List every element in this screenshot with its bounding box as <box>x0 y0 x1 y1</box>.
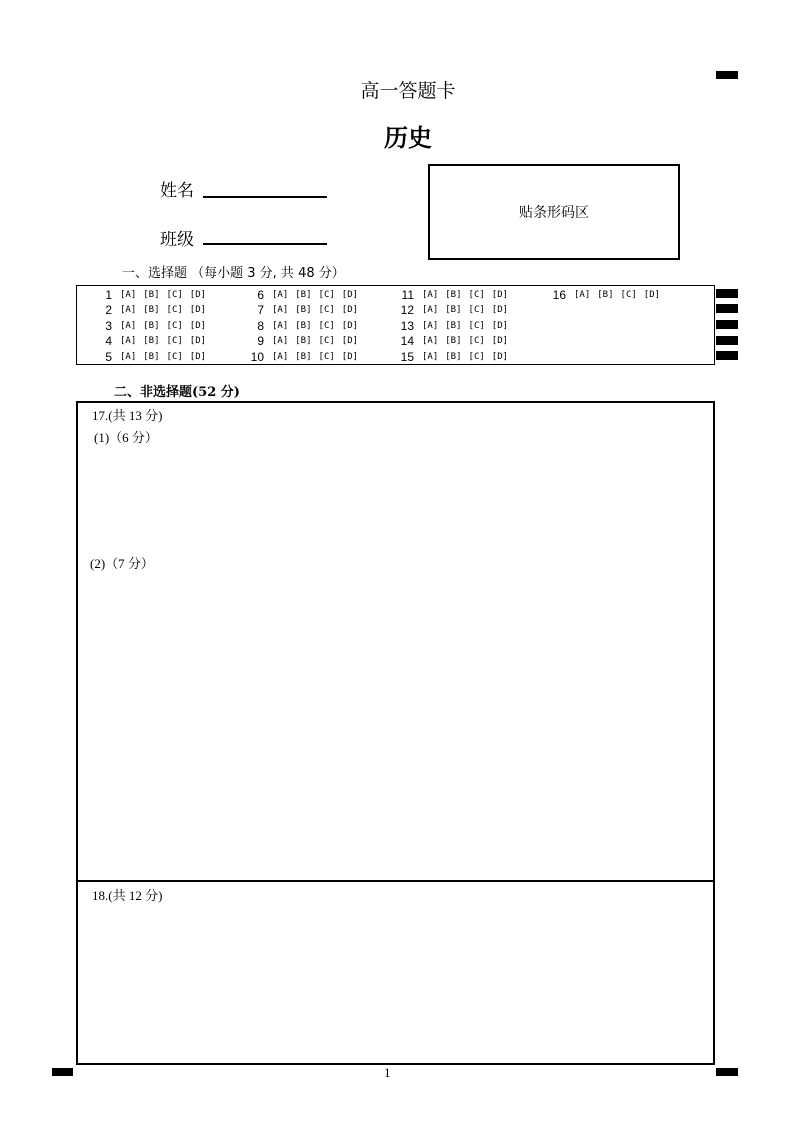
choice-bubble-7-b[interactable]: [B] <box>295 304 312 315</box>
question-number: 5 <box>105 349 112 364</box>
choice-bubble-15-d[interactable]: [D] <box>491 351 509 362</box>
timing-mark-1 <box>716 289 738 298</box>
choice-bubble-11-d[interactable]: [D] <box>491 289 509 300</box>
question-number: 15 <box>400 349 414 364</box>
question-number: 13 <box>400 318 414 333</box>
q17-part1-label: (1)（6 分） <box>94 430 158 445</box>
choice-question-13 <box>394 318 515 333</box>
name-label: 姓名 <box>160 181 194 201</box>
choice-bubble-7-d[interactable]: [D] <box>341 304 359 315</box>
question-number: 8 <box>257 318 264 333</box>
card-title: 高一答题卡 <box>360 80 456 102</box>
choice-bubble-2-c[interactable]: [C] <box>166 304 183 315</box>
choice-bubble-16-a[interactable]: [A] <box>574 289 591 300</box>
choice-question-12 <box>394 302 515 317</box>
choice-bubble-15-c[interactable]: [C] <box>468 351 485 362</box>
barcode-area <box>428 164 680 260</box>
timing-mark-5 <box>716 351 738 360</box>
choice-bubble-12-d[interactable]: [D] <box>491 304 509 315</box>
choice-bubble-5-b[interactable]: [B] <box>143 351 160 362</box>
choice-bubble-4-b[interactable]: [B] <box>143 335 160 346</box>
choice-bubble-13-b[interactable]: [B] <box>445 320 462 331</box>
timing-mark-4 <box>716 336 738 345</box>
question-number: 10 <box>250 349 264 364</box>
choice-bubble-9-a[interactable]: [A] <box>272 335 289 346</box>
class-label: 班级 <box>160 230 194 250</box>
choice-question-1 <box>92 287 213 302</box>
choice-bubble-2-b[interactable]: [B] <box>143 304 160 315</box>
choice-bubble-8-a[interactable]: [A] <box>272 320 289 331</box>
q17-label: 17.(共 13 分) <box>92 408 163 423</box>
choice-bubble-6-a[interactable]: [A] <box>272 289 289 300</box>
choice-question-10 <box>244 349 365 364</box>
choice-bubble-3-b[interactable]: [B] <box>143 320 160 331</box>
choice-question-5 <box>92 349 213 364</box>
choice-bubble-16-c[interactable]: [C] <box>620 289 637 300</box>
subject-title: 历史 <box>384 124 432 152</box>
choice-bubble-16-d[interactable]: [D] <box>643 289 661 300</box>
question-number: 9 <box>257 333 264 348</box>
choice-question-14 <box>394 333 515 348</box>
choice-bubble-5-a[interactable]: [A] <box>120 351 137 362</box>
choice-bubble-5-d[interactable]: [D] <box>189 351 207 362</box>
choice-bubble-14-d[interactable]: [D] <box>491 335 509 346</box>
choice-bubble-8-b[interactable]: [B] <box>295 320 312 331</box>
choice-bubble-9-c[interactable]: [C] <box>318 335 335 346</box>
choice-bubble-8-c[interactable]: [C] <box>318 320 335 331</box>
choice-bubble-2-d[interactable]: [D] <box>189 304 207 315</box>
question-number: 4 <box>105 333 112 348</box>
choice-bubble-1-b[interactable]: [B] <box>143 289 160 300</box>
choice-bubble-10-c[interactable]: [C] <box>318 351 335 362</box>
choice-question-4 <box>92 333 213 348</box>
choice-bubble-12-b[interactable]: [B] <box>445 304 462 315</box>
q17-part2-label: (2)（7 分） <box>90 556 154 571</box>
choice-bubble-8-d[interactable]: [D] <box>341 320 359 331</box>
choice-bubble-11-a[interactable]: [A] <box>422 289 439 300</box>
choice-bubble-9-d[interactable]: [D] <box>341 335 359 346</box>
corner-mark-bottom-left <box>52 1068 73 1076</box>
question-number: 14 <box>400 333 414 348</box>
page-number: 1 <box>384 1065 391 1080</box>
choice-bubble-15-a[interactable]: [A] <box>422 351 439 362</box>
choice-bubble-3-c[interactable]: [C] <box>166 320 183 331</box>
choice-bubble-13-c[interactable]: [C] <box>468 320 485 331</box>
choice-question-15 <box>394 349 515 364</box>
choice-bubble-13-d[interactable]: [D] <box>491 320 509 331</box>
choice-bubble-10-d[interactable]: [D] <box>341 351 359 362</box>
question-number: 16 <box>552 287 566 302</box>
question-number: 11 <box>401 287 414 302</box>
choice-bubble-4-a[interactable]: [A] <box>120 335 137 346</box>
choice-bubble-4-c[interactable]: [C] <box>166 335 183 346</box>
choice-bubble-3-a[interactable]: [A] <box>120 320 137 331</box>
choice-question-6 <box>244 287 365 302</box>
choice-bubble-1-a[interactable]: [A] <box>120 289 137 300</box>
question-number: 7 <box>257 302 264 317</box>
choice-bubble-16-b[interactable]: [B] <box>597 289 614 300</box>
question-number: 1 <box>105 287 112 302</box>
question-number: 3 <box>105 318 112 333</box>
choice-bubble-5-c[interactable]: [C] <box>166 351 183 362</box>
section2-heading: 二、非选择题(52 分) <box>114 385 240 400</box>
choice-bubble-11-b[interactable]: [B] <box>445 289 462 300</box>
choice-bubble-14-a[interactable]: [A] <box>422 335 439 346</box>
question-number: 6 <box>257 287 264 302</box>
name-field[interactable] <box>203 196 327 198</box>
choice-bubble-7-a[interactable]: [A] <box>272 304 289 315</box>
corner-mark-bottom-right <box>716 1068 738 1076</box>
choice-bubble-4-d[interactable]: [D] <box>189 335 207 346</box>
choice-bubble-9-b[interactable]: [B] <box>295 335 312 346</box>
question-number: 12 <box>400 302 414 317</box>
choice-bubble-12-c[interactable]: [C] <box>468 304 485 315</box>
choice-bubble-15-b[interactable]: [B] <box>445 351 462 362</box>
choice-bubble-3-d[interactable]: [D] <box>189 320 207 331</box>
choice-bubble-12-a[interactable]: [A] <box>422 304 439 315</box>
timing-mark-3 <box>716 320 738 329</box>
choice-bubble-2-a[interactable]: [A] <box>120 304 137 315</box>
choice-bubble-13-a[interactable]: [A] <box>422 320 439 331</box>
class-field[interactable] <box>203 243 327 245</box>
choice-bubble-1-c[interactable]: [C] <box>166 289 183 300</box>
choice-question-3 <box>92 318 213 333</box>
choice-bubble-10-a[interactable]: [A] <box>272 351 289 362</box>
answer-box-q17[interactable] <box>76 401 715 882</box>
choice-bubble-6-d[interactable]: [D] <box>341 289 359 300</box>
barcode-label: 贴条形码区 <box>519 205 589 221</box>
choice-question-2 <box>92 302 213 317</box>
choice-question-16 <box>546 287 667 302</box>
timing-mark-2 <box>716 304 738 313</box>
choice-question-8 <box>244 318 365 333</box>
choice-bubble-6-b[interactable]: [B] <box>295 289 312 300</box>
choice-question-9 <box>244 333 365 348</box>
choice-bubble-11-c[interactable]: [C] <box>468 289 485 300</box>
choice-bubble-10-b[interactable]: [B] <box>295 351 312 362</box>
choice-question-11 <box>394 287 515 302</box>
choice-bubble-6-c[interactable]: [C] <box>318 289 335 300</box>
choice-question-7 <box>244 302 365 317</box>
answer-box-q18[interactable] <box>76 880 715 1065</box>
choice-bubble-7-c[interactable]: [C] <box>318 304 335 315</box>
choice-bubble-1-d[interactable]: [D] <box>189 289 207 300</box>
choice-bubble-14-c[interactable]: [C] <box>468 335 485 346</box>
choice-bubble-14-b[interactable]: [B] <box>445 335 462 346</box>
section1-heading: 一、选择题 （每小题 3 分, 共 48 分） <box>122 266 345 281</box>
q18-label: 18.(共 12 分) <box>92 888 163 903</box>
question-number: 2 <box>105 302 112 317</box>
